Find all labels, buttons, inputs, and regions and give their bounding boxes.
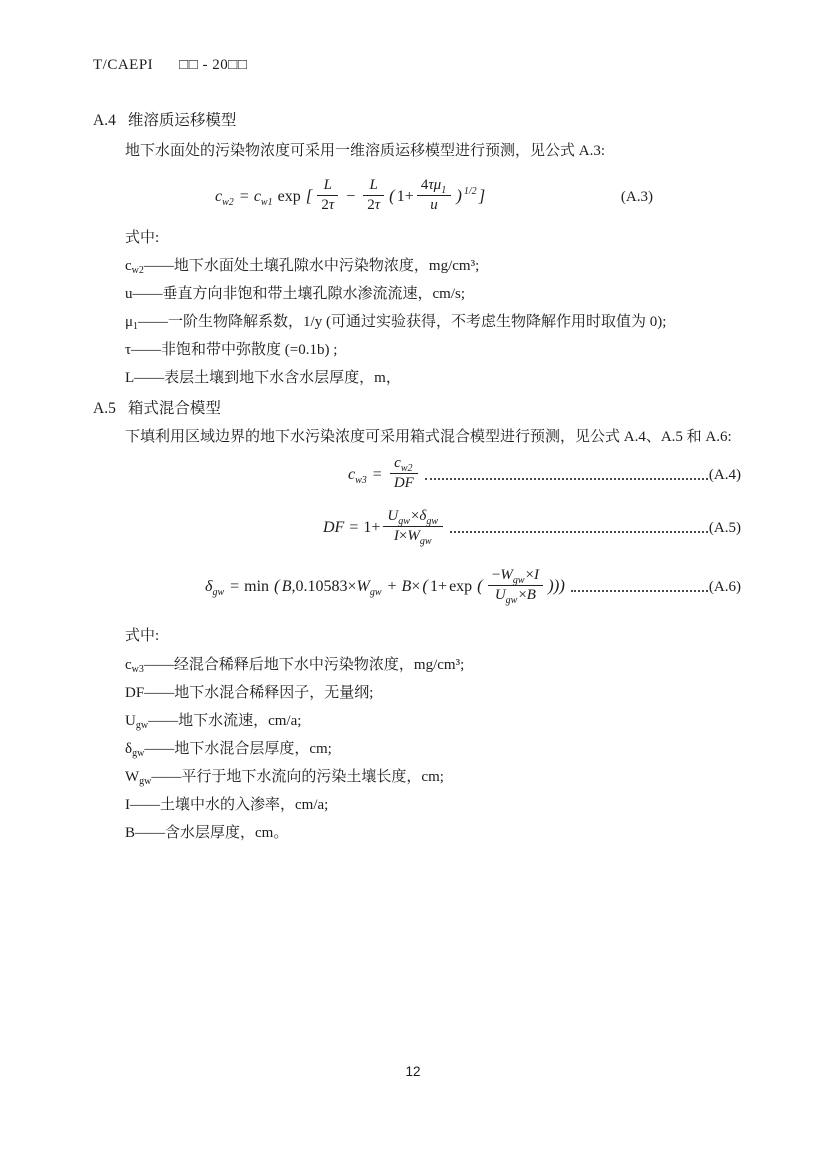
doc-number: □□ - 20□□ (179, 57, 248, 73)
var: DF (323, 518, 345, 536)
paren: ) (456, 185, 462, 205)
fraction (390, 454, 418, 493)
term-sub: gw (135, 720, 149, 731)
var: τ (328, 196, 335, 213)
definition-text: ——经混合稀释后地下水中污染物浓度，mg/cm³; (143, 657, 465, 673)
formula-a5-body (323, 509, 446, 548)
comma: , (291, 577, 296, 595)
definition-text: ——含水层厚度，cm。 (135, 825, 289, 841)
fraction (488, 566, 543, 605)
section-a5-number: A.5 (93, 400, 116, 417)
subscript: gw (512, 574, 525, 586)
definition-mu1 (125, 310, 666, 331)
equals: = (230, 577, 240, 595)
term: τ (125, 342, 132, 358)
fraction (317, 176, 338, 215)
section-a4-heading (93, 108, 236, 130)
var: c (215, 187, 223, 205)
times: × (398, 527, 408, 544)
minus: − (346, 187, 356, 205)
paren: ( (274, 575, 280, 595)
definition-delta-gw (125, 737, 332, 758)
equals: = (372, 465, 382, 483)
var: δ (419, 507, 427, 524)
formula-a6-label: (A.6) (708, 578, 741, 595)
term-sub: w3 (131, 664, 144, 675)
var: c (394, 454, 401, 471)
equals: = (239, 187, 249, 205)
term: 1+ (430, 577, 448, 595)
section-a5-heading (93, 396, 221, 418)
var: u (430, 196, 438, 213)
definition-cw2 (125, 254, 479, 275)
definition-text: ——垂直方向非饱和带土壤孔隙水渗流流速，cm/s; (132, 286, 465, 302)
subscript: gw (426, 515, 439, 527)
var: W (356, 577, 370, 595)
plus: + (387, 577, 397, 595)
times: × (518, 586, 527, 603)
formula-a4-body (348, 456, 421, 495)
formula-a6-body (205, 568, 567, 607)
var: B (401, 577, 412, 595)
var: c (348, 465, 356, 483)
var: δ (205, 577, 213, 595)
subscript: gw (398, 515, 410, 527)
formula-a5 (93, 500, 741, 556)
definition-Wgw (125, 765, 444, 786)
times: × (347, 577, 357, 595)
where-label-a5: 式中: (125, 628, 160, 644)
coef: 4 (420, 176, 429, 193)
var: DF (393, 474, 414, 491)
definition-tau (125, 338, 337, 359)
fraction (363, 176, 384, 215)
definition-text: ——表层土壤到地下水含水层厚度，m， (134, 370, 401, 386)
formula-a3 (93, 169, 653, 225)
var: I (533, 566, 539, 583)
doc-header (93, 57, 247, 74)
fraction (417, 176, 451, 215)
subscript: gw (369, 586, 382, 598)
term: c (125, 657, 132, 673)
definition-text: ——非饱和带中弥散度 (=0.1b) ; (131, 342, 338, 358)
paren: ( (422, 575, 429, 595)
fraction (383, 507, 443, 546)
term-sub: gw (132, 748, 145, 759)
var: c (253, 187, 261, 205)
term: W (125, 769, 140, 785)
term-sub: w2 (131, 265, 144, 276)
subscript: w3 (355, 474, 367, 486)
paren: ( (477, 575, 483, 595)
subscript: gw (419, 535, 432, 547)
coef: 2 (321, 196, 329, 213)
term-sub: gw (139, 776, 152, 787)
exponent: 1/2 (463, 185, 477, 197)
term-sub: 1 (133, 321, 139, 332)
parens-close: ))) (547, 575, 565, 595)
formula-a6 (93, 561, 741, 613)
constant: 0.10583 (295, 577, 348, 595)
definition-I (125, 793, 328, 814)
times: × (410, 507, 420, 524)
definition-Ugw (125, 709, 301, 730)
term: u (125, 286, 133, 302)
var: L (369, 176, 378, 193)
formula-a3-body (215, 178, 487, 217)
term: δ (125, 741, 133, 757)
var: τ (374, 196, 381, 213)
times: × (525, 566, 534, 583)
doc-code: T/CAEPI (93, 57, 154, 73)
term: I (125, 797, 130, 813)
page-number: 12 (405, 1064, 421, 1079)
section-a4-number: A.4 (93, 112, 116, 129)
definition-text: ——地下水流速，cm/a; (148, 713, 302, 729)
minus: − (491, 566, 501, 583)
var: B (526, 586, 536, 603)
bracket: [ (305, 185, 313, 205)
dotted-leader (425, 478, 708, 480)
var: U (387, 507, 399, 524)
definition-text: ——一阶生物降解系数，1/y (可通过实验获得，不考虑生物降解作用时取值为 0); (138, 314, 667, 330)
paren: ( (389, 185, 395, 205)
section-a4-intro: 地下水面处的污染物浓度可采用一维溶质运移模型进行预测，见公式 A.3: (125, 143, 606, 159)
dotted-leader (450, 531, 708, 533)
subscript: w1 (260, 196, 273, 208)
bracket: ] (478, 185, 486, 205)
coef: 2 (367, 196, 375, 213)
definition-text: ——平行于地下水流向的污染土壤长度，cm; (151, 769, 444, 785)
where-label-a4: 式中: (125, 230, 160, 246)
subscript: w2 (222, 196, 234, 208)
equals: = (349, 518, 359, 536)
formula-a4-label: (A.4) (708, 466, 741, 483)
term: DF (125, 685, 145, 701)
var: W (500, 566, 513, 583)
definition-text: ——土壤中水的入渗率，cm/a; (130, 797, 329, 813)
var: W (407, 527, 420, 544)
term: U (125, 713, 136, 729)
times: × (411, 577, 421, 595)
subscript: w2 (400, 462, 413, 474)
term: 1+ (396, 187, 414, 205)
term: μ (125, 314, 134, 330)
section-a5-intro: 下填利用区域边界的地下水污染浓度可采用箱式混合模型进行预测，见公式 A.4、A.5 和 A.6: (125, 429, 732, 445)
term: B (125, 825, 136, 841)
term: c (125, 258, 132, 274)
var: B (281, 577, 292, 595)
dotted-leader (571, 590, 708, 592)
definition-cw3 (125, 653, 464, 674)
definition-text: ——地下水混合层厚度，cm; (144, 741, 332, 757)
definition-text: ——地下水面处土壤孔隙水中污染物浓度，mg/cm³; (143, 258, 480, 274)
var: I (393, 527, 399, 544)
formula-a3-label: (A.3) (620, 188, 653, 205)
min-function: min (244, 577, 270, 595)
subscript: gw (212, 586, 225, 598)
subscript: 1 (441, 184, 447, 196)
formula-a4 (93, 451, 741, 499)
exp-function: exp (277, 187, 301, 205)
definition-u (125, 282, 465, 303)
definition-B (125, 821, 288, 842)
definition-L (125, 366, 401, 387)
var: L (323, 176, 332, 193)
term: L (125, 370, 135, 386)
exp-function: exp (449, 577, 473, 595)
definition-DF (125, 681, 373, 702)
section-a5-title: 箱式混合模型 (127, 400, 221, 417)
var: τμ (428, 176, 442, 193)
definition-text: ——地下水混合稀释因子，无量纲; (144, 685, 374, 701)
section-a4-title: 维溶质运移模型 (127, 112, 237, 129)
term: 1+ (363, 518, 381, 536)
var: U (494, 586, 506, 603)
subscript: gw (505, 594, 518, 606)
formula-a5-label: (A.5) (708, 519, 741, 536)
